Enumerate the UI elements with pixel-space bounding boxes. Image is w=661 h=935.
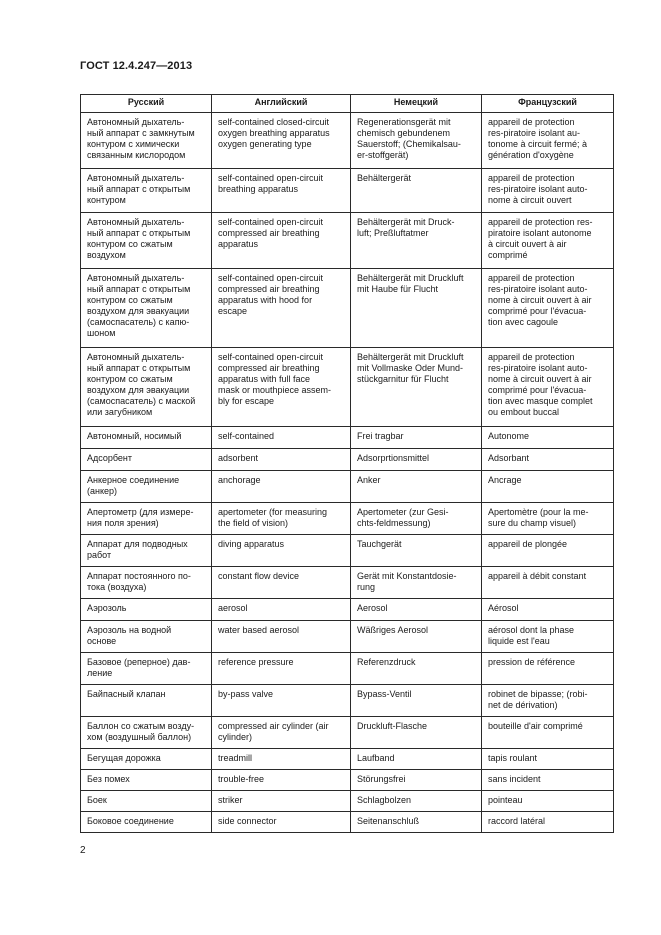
table-row [81,169,614,213]
cell-german: Frei tragbar [351,427,482,449]
cell-german: Wäßriges Aerosol [351,621,482,653]
table-row [81,213,614,269]
table-row [81,770,614,791]
cell-french: pointeau [482,791,614,812]
cell-english: self-contained open-circuit compressed air breathing apparatus [212,213,351,269]
cell-english: trouble-free [212,770,351,791]
cell-french: Apertomètre (pour la me- sure du champ visuel) [482,503,614,535]
cell-russian: Баллон со сжатым возду- хом (воздушный баллон) [81,717,212,749]
cell-english: self-contained open-circuit breathing apparatus [212,169,351,213]
cell-english: self-contained [212,427,351,449]
cell-russian: Автономный дыхатель- ный аппарат с открытым контуром со сжатым воздухом для эвакуации (самоспасатель) с капю- шоном [81,269,212,348]
table-row [81,621,614,653]
terminology-table [80,94,614,833]
cell-french: Aérosol [482,599,614,621]
cell-english: water based aerosol [212,621,351,653]
cell-german: Behältergerät [351,169,482,213]
cell-german: Behältergerät mit Druckluft mit Haube für Flucht [351,269,482,348]
cell-french: appareil de protection res-piratoire isolant auto- nome à circuit ouvert [482,169,614,213]
table-row [81,503,614,535]
cell-french: appareil de protection res-piratoire isolant auto- nome à circuit ouvert à air comprimé pour l'évacua- tion avec masque complet ou embout buccal [482,348,614,427]
page-number: 2 [80,845,86,856]
cell-french: tapis roulant [482,749,614,770]
header-russian: Русский [81,95,212,113]
cell-russian: Автономный дыхатель- ный аппарат с открытым контуром со сжатым воздухом [81,213,212,269]
cell-russian: Бегущая дорожка [81,749,212,770]
cell-german: Aerosol [351,599,482,621]
table-row [81,535,614,567]
cell-french: appareil de protection res- piratoire isolant autonome à circuit ouvert à air comprimé [482,213,614,269]
cell-english: compressed air cylinder (air cylinder) [212,717,351,749]
cell-german: Störungsfrei [351,770,482,791]
cell-russian: Автономный дыхатель- ный аппарат с открытым контуром со сжатым воздухом для эвакуации (самоспасатель) с маской или загубником [81,348,212,427]
cell-russian: Аппарат постоянного по- тока (воздуха) [81,567,212,599]
cell-german: Regenerationsgerät mit chemisch gebundenem Sauerstoff; (Chemikalsau- er-stoffgerät) [351,113,482,169]
table-row [81,717,614,749]
cell-french: Adsorbant [482,449,614,471]
cell-german: Apertometer (zur Gesi- chts-feldmessung) [351,503,482,535]
header-english: Английский [212,95,351,113]
cell-french: robinet de bipasse; (robi- net de dérivation) [482,685,614,717]
cell-french: pression de référence [482,653,614,685]
cell-russian: Байпасный клапан [81,685,212,717]
cell-russian: Аппарат для подводных работ [81,535,212,567]
cell-french: Autonome [482,427,614,449]
cell-french: appareil de plongée [482,535,614,567]
cell-french: sans incident [482,770,614,791]
cell-german: Druckluft-Flasche [351,717,482,749]
cell-english: constant flow device [212,567,351,599]
cell-french: appareil de protection res-piratoire isolant au- tonome à circuit fermé; à génération d'oxygène [482,113,614,169]
cell-russian: Анкерное соединение (анкер) [81,471,212,503]
cell-russian: Боек [81,791,212,812]
header-french: Французский [482,95,614,113]
cell-german: Seitenanschluß [351,812,482,833]
cell-french: Ancrage [482,471,614,503]
cell-russian: Без помех [81,770,212,791]
cell-french: raccord latéral [482,812,614,833]
table-row [81,812,614,833]
cell-russian: Аэрозоль [81,599,212,621]
table-row [81,449,614,471]
cell-french: aérosol dont la phase liquide est l'eau [482,621,614,653]
cell-german: Tauchgerät [351,535,482,567]
cell-english: apertometer (for measuring the field of vision) [212,503,351,535]
cell-english: aerosol [212,599,351,621]
cell-german: Gerät mit Konstantdosie- rung [351,567,482,599]
cell-russian: Боковое соединение [81,812,212,833]
cell-russian: Апертометр (для измере- ния поля зрения) [81,503,212,535]
table-row [81,791,614,812]
table-row [81,685,614,717]
table-header-row [81,95,614,113]
cell-english: diving apparatus [212,535,351,567]
cell-french: appareil de protection res-piratoire isolant auto- nome à circuit ouvert à air comprimé pour l'évacua- tion avec cagoule [482,269,614,348]
cell-german: Referenzdruck [351,653,482,685]
table-row [81,427,614,449]
cell-english: reference pressure [212,653,351,685]
cell-english: by-pass valve [212,685,351,717]
cell-german: Behältergerät mit Druckluft mit Vollmaske Oder Mund- stückgarnitur für Flucht [351,348,482,427]
table-row [81,348,614,427]
cell-russian: Автономный, носимый [81,427,212,449]
table-row [81,599,614,621]
cell-russian: Аэрозоль на водной основе [81,621,212,653]
document-title: ГОСТ 12.4.247—2013 [80,60,193,72]
cell-english: adsorbent [212,449,351,471]
cell-russian: Базовое (реперное) дав- ление [81,653,212,685]
cell-german: Behältergerät mit Druck- luft; Preßluftatmer [351,213,482,269]
table-row [81,567,614,599]
cell-english: anchorage [212,471,351,503]
cell-german: Schlagbolzen [351,791,482,812]
cell-english: self-contained closed-circuit oxygen breathing apparatus oxygen generating type [212,113,351,169]
cell-french: appareil à débit constant [482,567,614,599]
cell-english: self-contained open-circuit compressed air breathing apparatus with full face mask or mouthpiece assem- bly for escape [212,348,351,427]
table-row [81,113,614,169]
table-row [81,471,614,503]
cell-german: Bypass-Ventil [351,685,482,717]
table-row [81,749,614,770]
cell-english: striker [212,791,351,812]
cell-english: self-contained open-circuit compressed air breathing apparatus with hood for escape [212,269,351,348]
cell-german: Anker [351,471,482,503]
header-german: Немецкий [351,95,482,113]
cell-french: bouteille d'air comprimé [482,717,614,749]
cell-english: treadmill [212,749,351,770]
cell-russian: Автономный дыхатель- ный аппарат с замкнутым контуром с химически связанным кислородом [81,113,212,169]
table-row [81,653,614,685]
cell-english: side connector [212,812,351,833]
cell-russian: Адсорбент [81,449,212,471]
table-row [81,269,614,348]
cell-russian: Автономный дыхатель- ный аппарат с открытым контуром [81,169,212,213]
cell-german: Laufband [351,749,482,770]
cell-german: Adsorprtionsmittel [351,449,482,471]
